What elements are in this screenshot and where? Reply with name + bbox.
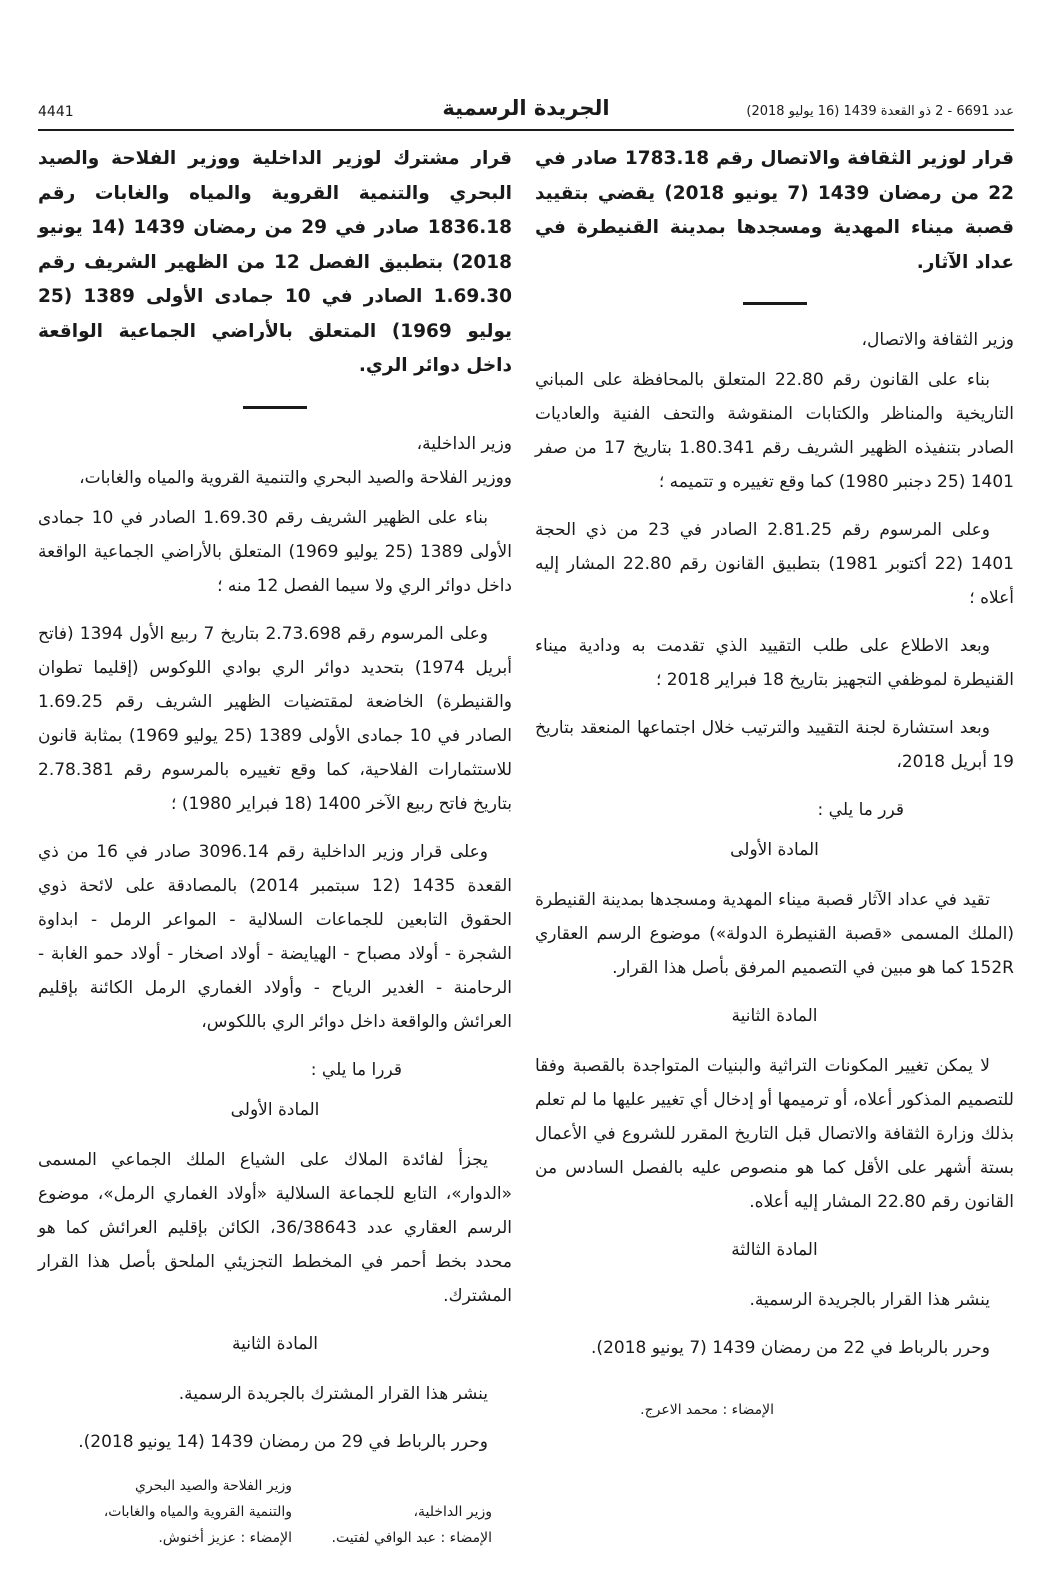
signatory-name: الإمضاء : عزيز أخنوش. xyxy=(158,1529,292,1546)
paragraph: وبعد استشارة لجنة التقييد والترتيب خلال اجتماعها المنعقد بتاريخ 19 أبريل 2018، xyxy=(535,718,1014,772)
article-2-heading: المادة الثانية xyxy=(731,1006,818,1026)
minister-line: ووزير الفلاحة والصيد البحري والتنمية القروية والمياه والغابات، xyxy=(79,467,512,488)
signatory-title: وزير الداخلية، xyxy=(413,1503,492,1520)
article-1-heading: المادة الأولى xyxy=(230,1099,320,1120)
paragraph: بناء على الظهير الشريف رقم 1.69.30 الصادر في 10 جمادى الأولى 1389 (25 يوليو 1969) المتعلق بالأراضي الجماعية الواقعة داخل دوائر الري ولا سيما الفصل 12 منه ؛ xyxy=(38,507,512,596)
signatory-title: وزير الفلاحة والصيد البحري xyxy=(135,1477,292,1494)
signature-block xyxy=(38,1473,512,1569)
decides-line: قررا ما يلي : xyxy=(310,1059,402,1080)
decree-title: قرار لوزير الثقافة والاتصال رقم 1783.18 صادر في 22 من رمضان 1439 (7 يونيو 2018) يقضي بتقييد قصبة ميناء المهدية ومسجدها بمدينة القنيطرة في عداد الآثار. xyxy=(535,148,1014,273)
paragraph: وعلى المرسوم رقم 2.73.698 بتاريخ 7 ربيع الأول 1394 (فاتح أبريل 1974) بتحديد دوائر الري بوادي اللوكوس (إقليما تطوان والقنيطرة) الخاضعة لمقتضيات الظهير الشريف رقم 1.69.25 الصادر في 10 جمادى الأولى 1389 (25 يوليو 1969) بمثابة قانون للاستثمارات الفلاحية، كما وقع تغييره بالمرسوم رقم 2.78.381 بتاريخ فاتح ربيع الآخر 1400 (18 فبراير 1980) ؛ xyxy=(38,623,512,814)
paragraph: بناء على القانون رقم 22.80 المتعلق بالمحافظة على المباني التاريخية والمناظر والكتابات المنقوشة والتحف الفنية والعاديات الصادر بتنفيذه الظهير الشريف رقم 1.80.341 بتاريخ 17 من صفر 1401 (25 دجنبر 1980) كما وقع تغييره و تتميمه ؛ xyxy=(535,370,1014,492)
agriculture-minister-signature xyxy=(82,1473,292,1551)
header-rule xyxy=(38,129,1014,131)
paragraph: وعلى قرار وزير الداخلية رقم 3096.14 صادر في 16 من ذي القعدة 1435 (12 سبتمبر 2014) بالمصادقة على لائحة ذوي الحقوق التابعين للجماعات السلالية - المواعر الرمل - ابداوة الشجرة - أولاد مصباح - الهيايضة - أولاد اصخار - أولاد حمو الغابة - الرحامنة - الغدير الرياح - وأولاد الغماري الرمل الكائنة بإقليم العرائش والواقعة داخل دوائر الري باللكوس، xyxy=(38,841,512,1032)
interior-minister-signature xyxy=(292,1499,492,1551)
article-3-text: ينشر هذا القرار بالجريدة الرسمية. xyxy=(749,1290,990,1310)
article-2-heading: المادة الثانية xyxy=(232,1333,318,1354)
separator xyxy=(243,406,307,409)
journal-title: الجريدة الرسمية xyxy=(442,96,610,120)
paragraph: وبعد الاطلاع على طلب التقييد الذي تقدمت به ودادية ميناء القنيطرة لموظفي التجهيز بتاريخ 18 فبراير 2018 ؛ xyxy=(535,636,1014,690)
minister-line: وزير الثقافة والاتصال، xyxy=(861,330,1014,350)
article-2-text: لا يمكن تغيير المكونات التراثية والبنيات المتواجدة بالقصبة وفقا للتصميم المذكور أعلاه، أو ترميمها أو إدخال أي تغيير عليها ما لم تعلم بذلك وزارة الثقافة والاتصال قبل التاريخ المقرر للشروع في الأعمال بستة أشهر على الأقل كما هو منصوص عليه بالفصل السادس من القانون رقم 22.80 المشار إليه أعلاه. xyxy=(535,1056,1014,1212)
page-header xyxy=(38,96,1014,126)
decree-title: قرار مشترك لوزير الداخلية ووزير الفلاحة والصيد البحري والتنمية القروية والمياه والغابات رقم 1836.18 صادر في 29 من رمضان 1439 (14 يونيو 2018) بتطبيق الفصل 12 من الظهير الشريف رقم 1.69.30 الصادر في 10 جمادى الأولى 1389 (25 يوليو 1969) المتعلق بالأراضي الجماعية الواقعة داخل دوائر الري. xyxy=(38,148,513,376)
article-1-text: تقيد في عداد الآثار قصبة ميناء المهدية ومسجدها بمدينة القنيطرة (الملك المسمى «قصبة القنيطرة الدولة») موضوع الرسم العقاري 152R كما هو مبين في التصميم المرفق بأصل هذا القرار. xyxy=(535,890,1014,978)
signature: الإمضاء : محمد الاعرج. xyxy=(640,1402,774,1418)
page-number: 4441 xyxy=(38,104,74,120)
article-1-heading: المادة الأولى xyxy=(730,840,819,860)
issue-info: عدد 6691 - 2 ذو القعدة 1439 (16 يوليو 2018) xyxy=(746,104,1014,119)
left-column xyxy=(38,142,512,1569)
signatory-title: والتنمية القروية والمياه والغابات، xyxy=(103,1503,292,1520)
article-2-text: ينشر هذا القرار المشترك بالجريدة الرسمية. xyxy=(178,1383,488,1404)
done-at-line: وحرر بالرباط في 22 من رمضان 1439 (7 يونيو 2018). xyxy=(591,1338,990,1358)
article-3-heading: المادة الثالثة xyxy=(731,1240,818,1260)
paragraph: وعلى المرسوم رقم 2.81.25 الصادر في 23 من ذي الحجة 1401 (22 أكتوبر 1981) بتطبيق القانون رقم 22.80 المشار إليه أعلاه ؛ xyxy=(535,520,1014,608)
done-at-line: وحرر بالرباط في 29 من رمضان 1439 (14 يونيو 2018). xyxy=(78,1431,488,1452)
decides-line: قرر ما يلي : xyxy=(817,800,904,820)
right-column xyxy=(535,142,1014,1427)
minister-line: وزير الداخلية، xyxy=(416,433,512,454)
article-1-text: يجزأ لفائدة الملاك على الشياع الملك الجماعي المسمى «الدوار»، التابع للجماعة السلالية «أولاد الغماري الرمل»، موضوع الرسم العقاري عدد 36/38643، الكائن بإقليم العرائش كما هو محدد بخط أحمر في المخطط التجزيئي الملحق بأصل هذا القرار المشترك. xyxy=(38,1149,513,1306)
separator xyxy=(743,302,807,305)
signatory-name: الإمضاء : عبد الوافي لفتيت. xyxy=(331,1529,492,1546)
